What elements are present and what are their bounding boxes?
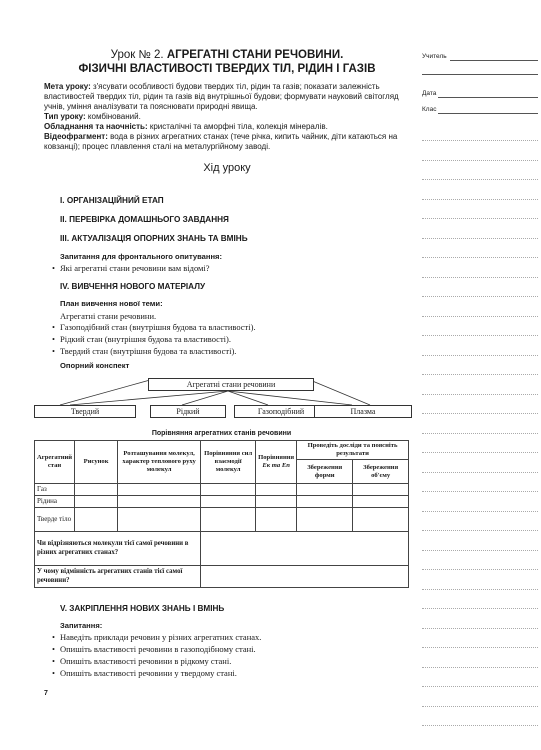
sidebar-note-line (422, 667, 538, 668)
course-title: Хід уроку (203, 162, 251, 174)
table-question-1: Чи відрізняються молекули тієї самої речовини в різних агрегатних станах? (35, 532, 201, 566)
plan-item-2: • Рідкий стан (внутрішня будова та властивості). (60, 334, 231, 345)
lesson-type: Тип уроку: комбінований. (44, 112, 141, 121)
comparison-table (34, 440, 409, 588)
sidebar-note-line (422, 179, 538, 180)
sidebar-note-line (422, 686, 538, 687)
sidebar-note-line (422, 472, 538, 473)
sidebar-note-line (422, 140, 538, 141)
sidebar-note-line (422, 647, 538, 648)
section-5-subtitle: Запитання: (60, 621, 103, 630)
diagram-node-solid: Твердий (34, 405, 136, 418)
sidebar-note-line (422, 706, 538, 707)
sidebar-note-line (422, 160, 538, 161)
th-energy: Порівняння Eк та Eп (256, 441, 297, 484)
row-liquid: Рідина (35, 496, 75, 508)
sidebar-line-1 (422, 74, 538, 75)
th-picture: Рисунок (75, 441, 118, 484)
sidebar-teacher-line (450, 60, 538, 61)
section-4-subtitle: План вивчення нової теми: (60, 299, 163, 308)
sidebar-class-line (438, 113, 538, 114)
lesson-title-line2: ФІЗИЧНІ ВЛАСТИВОСТІ ТВЕРДИХ ТІЛ, РІДИН І ГАЗІВ (78, 63, 376, 75)
section-5-item-1: • Опишіть властивості речовини в газоподібному стані. (60, 644, 256, 655)
section-5-item-0: • Наведіть приклади речовин у різних агрегатних станах. (60, 632, 261, 643)
sidebar-note-line (422, 569, 538, 570)
sidebar-note-line (422, 296, 538, 297)
sidebar-note-line (422, 199, 538, 200)
sidebar-note-line (422, 628, 538, 629)
table-question-2: У чому відмінність агрегатних станів тієї самої речовини? (35, 566, 201, 588)
th-experiments: Проведіть досліди та поясніть результати (297, 441, 409, 460)
sidebar-note-line (422, 511, 538, 512)
diagram-node-liquid: Рідкий (150, 405, 226, 418)
sidebar-note-line (422, 491, 538, 492)
diagram-node-plasma: Плазма (314, 405, 412, 418)
sidebar-note-line (422, 374, 538, 375)
lesson-video: Відеофрагмент: вода в різних агрегатних станах (тече річка, кипить чайник, діти катаються на ковзанці); процес плавлення сталі на металургійному заводі. (44, 132, 398, 151)
sidebar-note-line (422, 316, 538, 317)
th-shape: Збереження форми (297, 460, 353, 484)
sidebar-note-line (422, 238, 538, 239)
sidebar-class-label: Клас (422, 106, 437, 113)
section-5-item-3: • Опишіть властивості речовини у твердому стані. (60, 668, 237, 679)
sidebar-teacher-label: Учитель (422, 53, 447, 60)
section-3-subtitle: Запитання для фронтального опитування: (60, 252, 223, 261)
section-4: IV. ВИВЧЕННЯ НОВОГО МАТЕРІАЛУ (60, 282, 206, 291)
sidebar-note-line (422, 257, 538, 258)
sidebar-date-line (438, 97, 538, 98)
page-number: 7 (44, 690, 48, 697)
sidebar-note-line (422, 725, 538, 726)
section-3-question: • Які агрегатні стани речовини вам відомі? (60, 263, 210, 274)
section-5-item-2: • Опишіть властивості речовини в рідкому стані. (60, 656, 231, 667)
row-gas: Газ (35, 484, 75, 496)
sidebar-note-line (422, 218, 538, 219)
sidebar-note-line (422, 394, 538, 395)
sidebar-note-line (422, 335, 538, 336)
sidebar-note-line (422, 277, 538, 278)
sidebar-note-line (422, 550, 538, 551)
sidebar-note-line (422, 413, 538, 414)
th-state: Агрегатний стан (35, 441, 75, 484)
lesson-equipment: Обладнання та наочність: кристалічні та аморфні тіла, колекція мінералів. (44, 122, 328, 131)
section-1: I. ОРГАНІЗАЦІЙНИЙ ЕТАП (60, 196, 164, 205)
row-solid: Тверде тіло (35, 508, 75, 532)
lesson-goal: Мета уроку: з'ясувати особливості будови твердих тіл, рідин та газів; показати залежність властивостей твердих тіл, рідин та газів від внутрішньої будови; формувати науковий світогляд учнів, уміння аналізувати та пояснювати природні явища. (44, 82, 399, 111)
th-forces: Порівняння сил взаємодії молекул (201, 441, 256, 484)
section-2: II. ПЕРЕВІРКА ДОМАШНЬОГО ЗАВДАННЯ (60, 215, 229, 224)
sidebar-note-line (422, 355, 538, 356)
th-arrangement: Розташування молекул, характер теплового руху молекул (118, 441, 201, 484)
lesson-title-line1: Урок № 2. АГРЕГАТНІ СТАНИ РЕЧОВИНИ. (110, 49, 344, 61)
section-3: III. АКТУАЛІЗАЦІЯ ОПОРНИХ ЗНАНЬ ТА ВМІНЬ (60, 234, 248, 243)
sidebar-note-line (422, 589, 538, 590)
th-volume: Збереження об'єму (353, 460, 409, 484)
sidebar-note-line (422, 608, 538, 609)
table-caption: Порівняння агрегатних станів речовини (151, 430, 292, 437)
diagram-node-gas: Газоподібний (234, 405, 328, 418)
plan-item-1: • Газоподібний стан (внутрішня будова та властивості). (60, 322, 256, 333)
plan-item-3: • Твердий стан (внутрішня будова та властивості). (60, 346, 236, 357)
plan-item-0: Агрегатні стани речовини. (60, 311, 157, 321)
sidebar-note-line (422, 530, 538, 531)
section-4-subtitle-2: Опорний конспект (60, 361, 130, 370)
section-5: V. ЗАКРІПЛЕННЯ НОВИХ ЗНАНЬ І ВМІНЬ (60, 604, 225, 613)
sidebar-note-line (422, 433, 538, 434)
diagram-root: Агрегатні стани речовини (148, 378, 314, 391)
sidebar-date-label: Дата (422, 90, 437, 97)
sidebar-note-line (422, 452, 538, 453)
